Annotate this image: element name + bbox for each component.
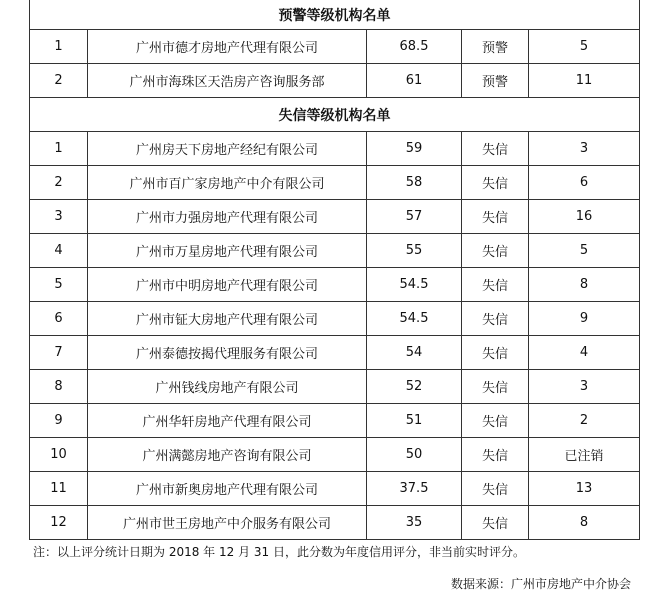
cell-name: 广州满懿房地产咨询有限公司 <box>88 438 367 472</box>
cell-score: 68.5 <box>367 30 462 64</box>
cell-no: 7 <box>30 336 88 370</box>
cell-name: 广州华轩房地产代理有限公司 <box>88 404 367 438</box>
table-row <box>30 234 640 268</box>
cell-level: 预警 <box>462 30 529 64</box>
cell-rank: 13 <box>529 472 640 506</box>
cell-rank: 3 <box>529 132 640 166</box>
cell-no: 10 <box>30 438 88 472</box>
cell-score: 54 <box>367 336 462 370</box>
discredit-section-header <box>30 98 640 132</box>
cell-name: 广州泰德按揭代理服务有限公司 <box>88 336 367 370</box>
data-source: 数据来源：广州市房地产中介协会 <box>450 577 631 591</box>
cell-rank: 4 <box>529 336 640 370</box>
cell-score: 35 <box>367 506 462 540</box>
cell-level: 预警 <box>462 64 529 98</box>
cell-score: 51 <box>367 404 462 438</box>
table-row <box>30 302 640 336</box>
cell-no: 2 <box>30 64 88 98</box>
cell-no: 1 <box>30 132 88 166</box>
cell-score: 37.5 <box>367 472 462 506</box>
warning-section-header <box>30 0 640 30</box>
cell-level: 失信 <box>462 200 529 234</box>
cell-rank: 5 <box>529 30 640 64</box>
cell-level: 失信 <box>462 166 529 200</box>
table-row <box>30 506 640 540</box>
cell-level: 失信 <box>462 472 529 506</box>
table-row <box>30 268 640 302</box>
cell-level: 失信 <box>462 404 529 438</box>
cell-rank: 11 <box>529 64 640 98</box>
cell-level: 失信 <box>462 302 529 336</box>
institution-table <box>29 0 640 540</box>
cell-no: 8 <box>30 370 88 404</box>
cell-score: 57 <box>367 200 462 234</box>
cell-level: 失信 <box>462 506 529 540</box>
cell-rank: 5 <box>529 234 640 268</box>
cell-name: 广州市海珠区天浩房产咨询服务部 <box>88 64 367 98</box>
table-row <box>30 370 640 404</box>
institution-table-body <box>30 0 640 540</box>
table-row <box>30 336 640 370</box>
table-row <box>30 472 640 506</box>
cell-score: 61 <box>367 64 462 98</box>
table-row <box>30 166 640 200</box>
cell-score: 50 <box>367 438 462 472</box>
cell-no: 4 <box>30 234 88 268</box>
table-row <box>30 438 640 472</box>
cell-no: 1 <box>30 30 88 64</box>
cell-name: 广州市新奥房地产代理有限公司 <box>88 472 367 506</box>
discredit-section-title: 失信等级机构名单 <box>30 98 640 132</box>
cell-rank: 3 <box>529 370 640 404</box>
cell-score: 55 <box>367 234 462 268</box>
cell-rank: 9 <box>529 302 640 336</box>
cell-rank: 6 <box>529 166 640 200</box>
cell-no: 9 <box>30 404 88 438</box>
table-row <box>30 64 640 98</box>
cell-name: 广州市百广家房地产中介有限公司 <box>88 166 367 200</box>
cell-no: 3 <box>30 200 88 234</box>
cell-name: 广州房天下房地产经纪有限公司 <box>88 132 367 166</box>
cell-name: 广州市力强房地产代理有限公司 <box>88 200 367 234</box>
cell-name: 广州钱线房地产有限公司 <box>88 370 367 404</box>
cell-score: 54.5 <box>367 302 462 336</box>
table-row <box>30 200 640 234</box>
cell-no: 11 <box>30 472 88 506</box>
cell-no: 2 <box>30 166 88 200</box>
cell-no: 5 <box>30 268 88 302</box>
cell-rank: 已注销 <box>529 438 640 472</box>
cell-level: 失信 <box>462 268 529 302</box>
cell-name: 广州市中明房地产代理有限公司 <box>88 268 367 302</box>
footnote: 注：以上评分统计日期为 2018 年 12 月 31 日，此分数为年度信用评分，非当前实时评分。 <box>33 545 525 559</box>
cell-rank: 8 <box>529 268 640 302</box>
cell-name: 广州市万星房地产代理有限公司 <box>88 234 367 268</box>
table-row <box>30 30 640 64</box>
table-row <box>30 404 640 438</box>
cell-level: 失信 <box>462 336 529 370</box>
cell-level: 失信 <box>462 132 529 166</box>
warning-section-title: 预警等级机构名单 <box>30 0 640 30</box>
cell-level: 失信 <box>462 438 529 472</box>
cell-rank: 8 <box>529 506 640 540</box>
cell-score: 59 <box>367 132 462 166</box>
cell-score: 52 <box>367 370 462 404</box>
cell-name: 广州市世王房地产中介服务有限公司 <box>88 506 367 540</box>
cell-name: 广州市钲大房地产代理有限公司 <box>88 302 367 336</box>
cell-no: 6 <box>30 302 88 336</box>
cell-score: 58 <box>367 166 462 200</box>
cell-level: 失信 <box>462 370 529 404</box>
table-row <box>30 132 640 166</box>
cell-level: 失信 <box>462 234 529 268</box>
cell-no: 12 <box>30 506 88 540</box>
cell-score: 54.5 <box>367 268 462 302</box>
cell-rank: 16 <box>529 200 640 234</box>
cell-rank: 2 <box>529 404 640 438</box>
cell-name: 广州市德才房地产代理有限公司 <box>88 30 367 64</box>
